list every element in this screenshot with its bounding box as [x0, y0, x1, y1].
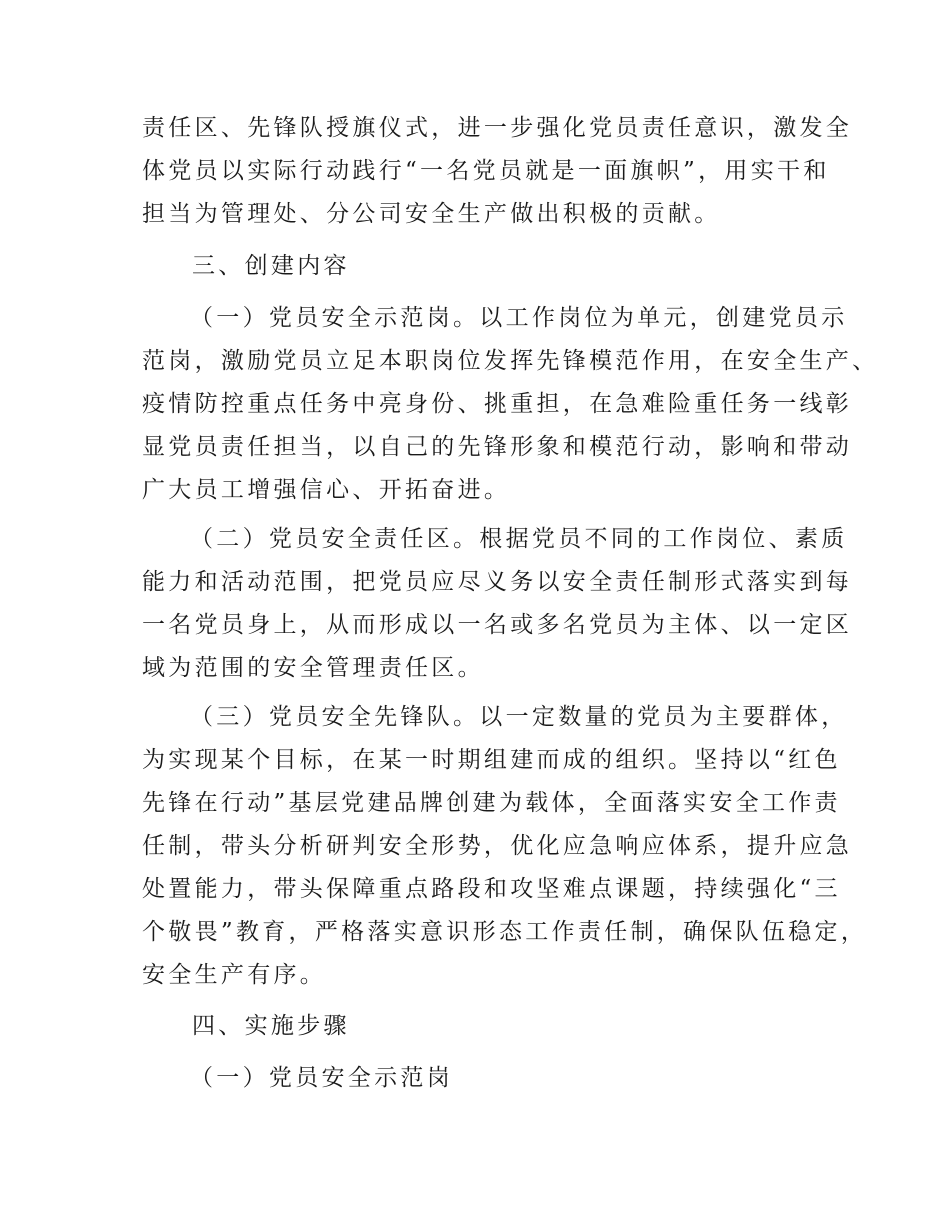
body-text-line: 疫情防控重点任务中亮身份、挑重担，在急难险重任务一线彰: [142, 391, 853, 417]
body-text-line: 责任区、先锋队授旗仪式，进一步强化党员责任意识，激发全: [142, 115, 853, 141]
body-text-line: （二）党员安全责任区。根据党员不同的工作岗位、素质: [190, 526, 848, 552]
body-text-line: 先锋在行动”基层党建品牌创建为载体，全面落实安全工作责: [142, 790, 841, 816]
body-text-line: 一名党员身上，从而形成以一名或多名党员为主体、以一定区: [142, 612, 853, 638]
section-heading: 三、创建内容: [192, 253, 350, 279]
body-text-line: （三）党员安全先锋队。以一定数量的党员为主要群体，: [190, 704, 848, 730]
body-text-line: 担当为管理处、分公司安全生产做出积极的贡献。: [142, 201, 721, 227]
body-text-line: 显党员责任担当，以自己的先锋形象和模范行动，影响和带动: [142, 434, 853, 460]
subsection-heading: （一）党员安全示范岗: [190, 1065, 453, 1091]
body-text-line: 安全生产有序。: [142, 962, 327, 988]
body-text-line: （一）党员安全示范岗。以工作岗位为单元，创建党员示: [190, 305, 848, 331]
body-text-line: 个敬畏”教育，严格落实意识形态工作责任制，确保队伍稳定，: [142, 919, 868, 945]
body-text-line: 处置能力，带头保障重点路段和攻坚难点课题，持续强化“三: [142, 876, 841, 902]
section-heading: 四、实施步骤: [192, 1013, 350, 1039]
body-text-line: 范岗，激励党员立足本职岗位发挥先锋模范作用，在安全生产、: [142, 348, 879, 374]
body-text-line: 广大员工增强信心、开拓奋进。: [142, 477, 511, 503]
body-text-line: 体党员以实际行动践行“一名党员就是一面旗帜”，用实干和: [142, 158, 830, 184]
body-text-line: 能力和活动范围，把党员应尽义务以安全责任制形式落实到每: [142, 569, 853, 595]
body-text-line: 为实现某个目标，在某一时期组建而成的组织。坚持以“红色: [142, 747, 841, 773]
body-text-line: 域为范围的安全管理责任区。: [142, 655, 484, 681]
body-text-line: 任制，带头分析研判安全形势，优化应急响应体系，提升应急: [142, 833, 853, 859]
